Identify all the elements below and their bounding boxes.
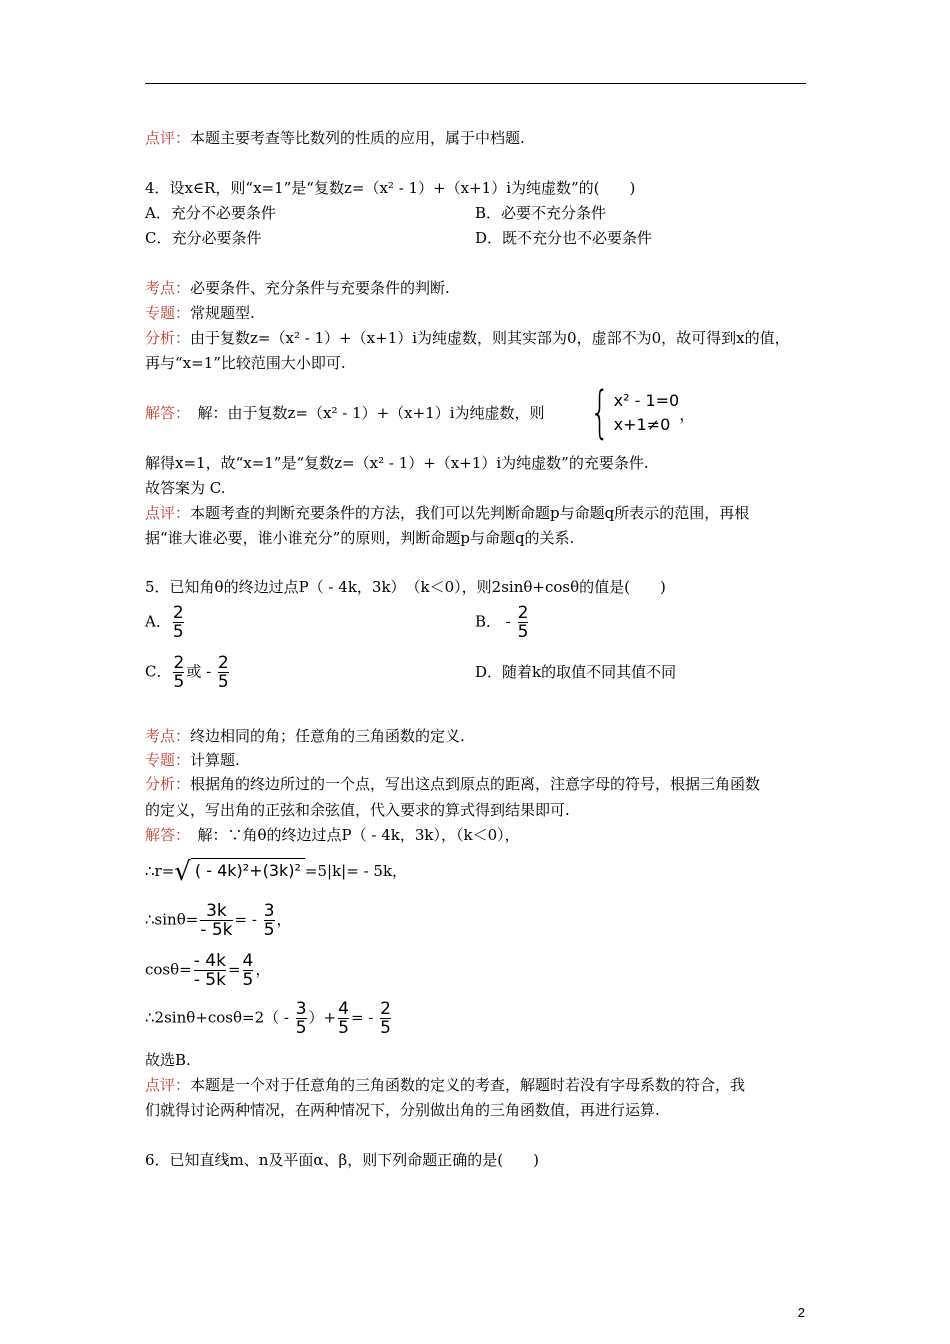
q4-line-b: 故答案为 C. xyxy=(145,479,226,497)
q4-stem: 4．设x∈R，则“x=1”是“复数z=（x² - 1）+（x+1）i为纯虚数”的( ) xyxy=(145,179,636,197)
q5-zhuanti: 专题：计算题. xyxy=(145,751,240,769)
q5-answer: 故选B. xyxy=(145,1051,191,1069)
brace-icon: { xyxy=(590,380,610,445)
q4-option-c: C．充分必要条件 xyxy=(145,229,262,247)
q5-dianping-line2: 们就得讨论两种情况，在两种情况下，分别做出角的三角函数值，再进行运算. xyxy=(145,1101,660,1119)
q6-stem: 6．已知直线m、n及平面α、β，则下列命题正确的是( ) xyxy=(145,1151,539,1169)
q4-fenxi-line2: 再与“x=1”比较范围大小即可. xyxy=(145,354,346,372)
q5-option-d: D．随着k的取值不同其值不同 xyxy=(475,663,677,681)
sqrt-icon: √ xyxy=(174,857,191,887)
q5-stem: 5．已知角θ的终边过点P（ - 4k，3k） （k＜0），则2sinθ+cosθ的值是( ) xyxy=(145,578,666,596)
review-prev: 点评：本题主要考查等比数列的性质的应用，属于中档题. xyxy=(145,129,525,147)
result-equation: ∴2sinθ+cosθ=2（ - $\frac{3}{5}$ ）+ $\frac{4}{5}$ = - $\frac{2}{5}$ xyxy=(145,999,391,1038)
q5-fenxi: 分析：根据角的终边所过的一个点，写出这点到原点的距离，注意字母的符号，根据三角函数 xyxy=(145,775,761,793)
q4-line-a: 解得x=1，故“x=1”是“复数z=（x² - 1）+（x+1）i为纯虚数”的充要条件. xyxy=(145,454,649,472)
q5-fenxi-line2: 的定义，写出角的正弦和余弦值，代入要求的算式得到结果即可. xyxy=(145,801,570,819)
q4-zhuanti: 专题：常规题型. xyxy=(145,304,255,322)
q4-dianping: 点评：本题考查的判断充要条件的方法，我们可以先判断命题p与命题q所表示的范围，再根 xyxy=(145,504,750,522)
r-equation: ∴r=√ ( - 4k)²+(3k)² =5|k|= - 5k， xyxy=(145,857,408,887)
equation-system xyxy=(582,380,696,445)
q4-option-a: A．充分不必要条件 xyxy=(145,204,276,222)
q4-jieda: 解答： 解：由于复数z=（x² - 1）+（x+1）i为纯虚数，则 xyxy=(145,404,545,422)
q5-option-a: A． $\frac{2}{5}$ xyxy=(145,603,184,642)
sin-equation: ∴sinθ= $\frac{3k}{- 5k}$ = - $\frac{3}{5}$ ， xyxy=(145,901,292,940)
q5-jieda: 解答： 解：∵角θ的终边过点P（ - 4k，3k），（k＜0）， xyxy=(145,826,520,844)
q4-dianping-line2: 据“谁大谁必要，谁小谁充分”的原则，判断命题p与命题q的关系. xyxy=(145,529,575,547)
system-row-2: x+1≠0 xyxy=(613,415,671,434)
q4-option-d: D．既不充分也不必要条件 xyxy=(475,229,653,247)
system-row-1: x² - 1=0 xyxy=(613,391,680,410)
page-number: 2 xyxy=(797,1305,805,1320)
q5-option-b: B． - $\frac{2}{5}$ xyxy=(475,603,529,642)
cos-equation: cosθ= $\frac{- 4k}{- 5k}$ = $\frac{4}{5}$ ， xyxy=(145,951,271,990)
q4-fenxi: 分析：由于复数z=（x² - 1）+（x+1）i为纯虚数，则其实部为0，虚部不为0，故可得到x的值， xyxy=(145,329,790,347)
header-rule xyxy=(145,83,806,84)
system-comma: ， xyxy=(679,404,696,424)
q5-option-c: C． $\frac{2}{5}$ 或 - $\frac{2}{5}$ xyxy=(145,653,229,692)
q4-option-b: B．必要不充分条件 xyxy=(475,204,607,222)
q4-kaodian: 考点：必要条件、充分条件与充要条件的判断. xyxy=(145,279,450,297)
q5-kaodian: 考点：终边相同的角；任意角的三角函数的定义. xyxy=(145,727,465,745)
q5-dianping: 点评：本题是一个对于任意角的三角函数的定义的考查，解题时若没有字母系数的符合，我 xyxy=(145,1076,746,1094)
